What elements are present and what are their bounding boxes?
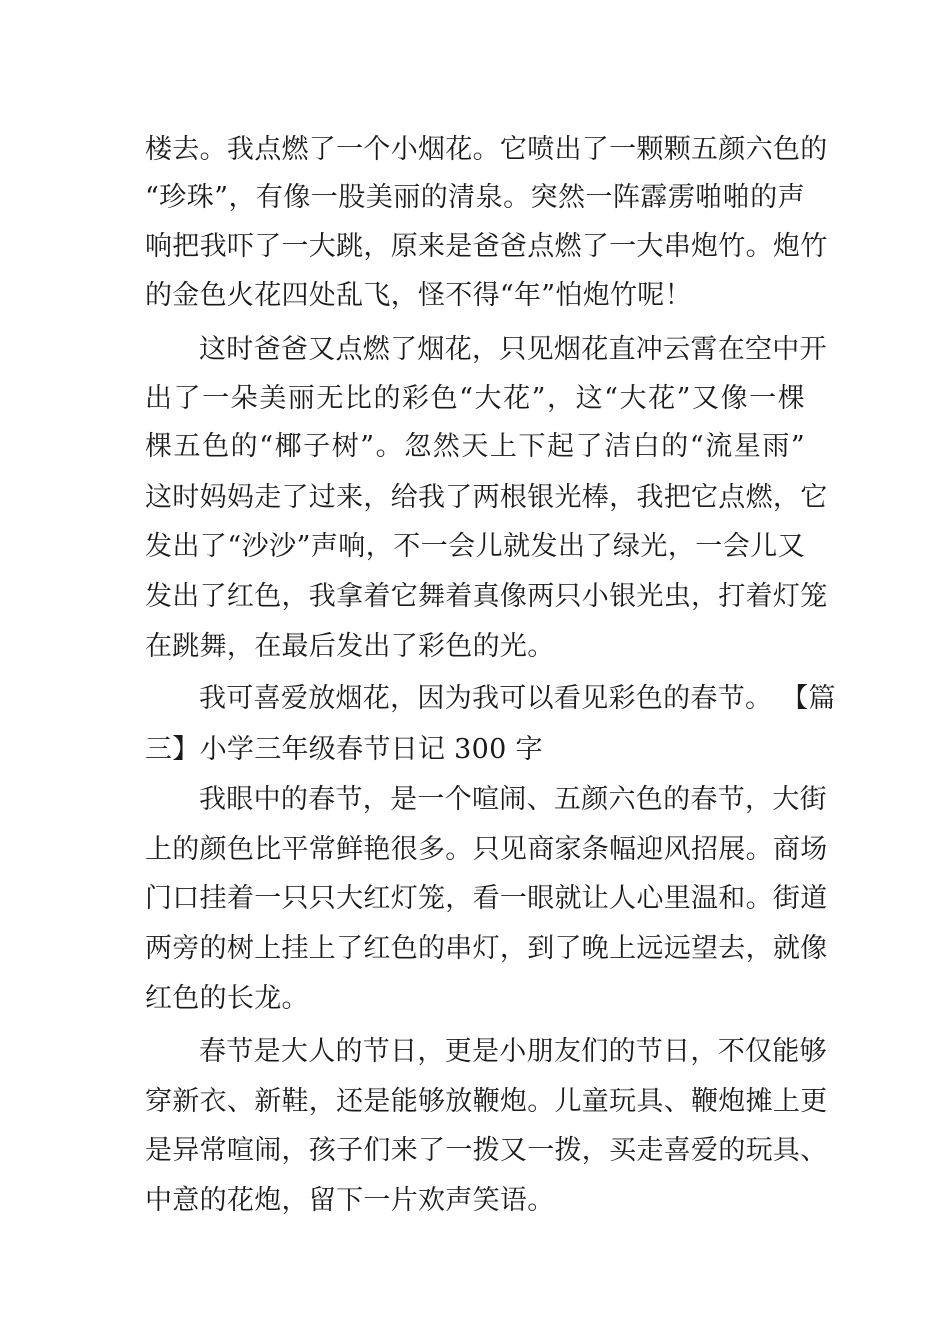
text-line: 上的颜色比平常鲜艳很多。只见商家条幅迎风招展。商场	[145, 834, 828, 865]
text-line: 出了一朵美丽无比的彩色“大花”，这“大花”又像一棵	[145, 383, 805, 414]
text-line: 发出了“沙沙”声响，不一会儿就发出了绿光，一会儿又	[145, 531, 805, 562]
text-line: 穿新衣、新鞋，还是能够放鞭炮。儿童玩具、鞭炮摊上更	[145, 1086, 828, 1117]
text-line: 这时妈妈走了过来，给我了两根银光棒，我把它点燃，它	[145, 482, 828, 513]
text-line: 我可喜爱放烟花，因为我可以看见彩色的春节。 【篇	[199, 683, 836, 714]
text-line: 门口挂着一只只大红灯笼，看一眼就让人心里温和。街道	[145, 883, 828, 914]
text-line: “珍珠”，有像一股美丽的清泉。突然一阵霹雳啪啪的声	[145, 182, 805, 213]
text-line: 楼去。我点燃了一个小烟花。它喷出了一颗颗五颜六色的	[145, 134, 828, 165]
text-line: 发出了红色，我拿着它舞着真像两只小银光虫，打着灯笼	[145, 581, 828, 612]
text-line: 我眼中的春节，是一个喧闹、五颜六色的春节，大街	[199, 784, 827, 815]
text-line: 这时爸爸又点燃了烟花，只见烟花直冲云霄在空中开	[199, 334, 827, 365]
section-heading: 三】小学三年级春节日记 300 字	[145, 734, 543, 765]
text-line: 棵五色的“椰子树”。忽然天上下起了洁白的“流星雨”	[145, 431, 805, 462]
text-line: 中意的花炮，留下一片欢声笑语。	[145, 1185, 555, 1216]
text-line: 响把我吓了一大跳，原来是爸爸点燃了一大串炮竹。炮竹	[145, 231, 828, 262]
text-line: 的金色火花四处乱飞，怪不得“年”怕炮竹呢！	[145, 280, 692, 311]
text-line: 红色的长龙。	[145, 983, 309, 1014]
text-line: 两旁的树上挂上了红色的串灯，到了晚上远远望去，就像	[145, 933, 828, 964]
text-line: 是异常喧闹，孩子们来了一拨又一拨，买走喜爱的玩具、	[145, 1135, 828, 1166]
text-line: 春节是大人的节日，更是小朋友们的节日，不仅能够	[199, 1036, 827, 1067]
text-line: 在跳舞，在最后发出了彩色的光。	[145, 631, 555, 662]
